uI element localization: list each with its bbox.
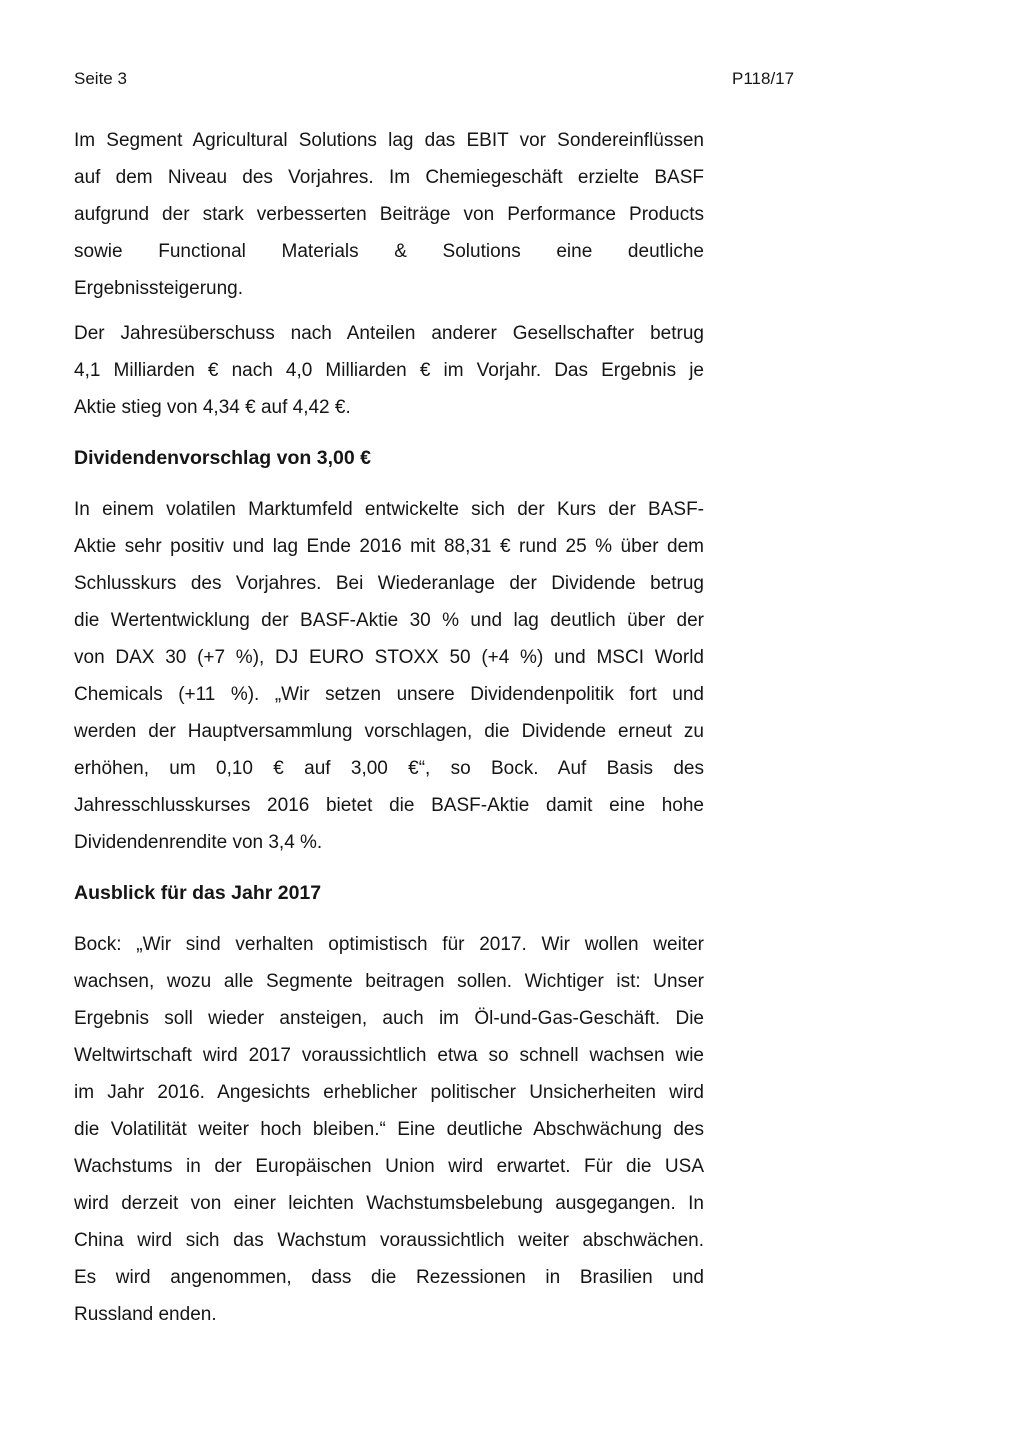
paragraph-segment-ebit xyxy=(74,122,704,307)
paragraph-ausblick xyxy=(74,926,704,1333)
text-line: werden der Hauptversammlung vorschlagen, die Dividende erneut zu xyxy=(74,721,704,742)
text-line: China wird sich das Wachstum voraussichtlich weiter abschwächen. xyxy=(74,1230,704,1251)
text-line: 4,1 Milliarden € nach 4,0 Milliarden € im Vorjahr. Das Ergebnis je xyxy=(74,360,704,381)
text-line: wachsen, wozu alle Segmente beitragen sollen. Wichtiger ist: Unser xyxy=(74,971,704,992)
text-line: von DAX 30 (+7 %), DJ EURO STOXX 50 (+4 %) und MSCI World xyxy=(74,647,704,668)
text-line: Wachstums in der Europäischen Union wird erwartet. Für die USA xyxy=(74,1156,704,1177)
text-line: im Jahr 2016. Angesichts erheblicher politischer Unsicherheiten wird xyxy=(74,1082,704,1103)
heading-dividendenvorschlag: Dividendenvorschlag von 3,00 € xyxy=(74,447,371,469)
text-line: Schlusskurs des Vorjahres. Bei Wiederanlage der Dividende betrug xyxy=(74,573,704,594)
text-line: Bock: „Wir sind verhalten optimistisch für 2017. Wir wollen weiter xyxy=(74,934,704,955)
paragraph-aktienkurs-dividende xyxy=(74,491,704,861)
text-line: die Wertentwicklung der BASF-Aktie 30 % und lag deutlich über der xyxy=(74,610,704,631)
text-line: Weltwirtschaft wird 2017 voraussichtlich etwa so schnell wachsen wie xyxy=(74,1045,704,1066)
page-number-label: Seite 3 xyxy=(74,69,127,88)
text-line: Chemicals (+11 %). „Wir setzen unsere Dividendenpolitik fort und xyxy=(74,684,704,705)
text-line: Jahresschlusskurses 2016 bietet die BASF-Aktie damit eine hohe xyxy=(74,795,704,816)
document-reference-number: P118/17 xyxy=(732,69,795,88)
text-line: die Volatilität weiter hoch bleiben.“ Eine deutliche Abschwächung des xyxy=(74,1119,704,1140)
text-line: Im Segment Agricultural Solutions lag das EBIT vor Sondereinflüssen xyxy=(74,130,704,151)
text-line: aufgrund der stark verbesserten Beiträge von Performance Products xyxy=(74,204,704,225)
text-line: Es wird angenommen, dass die Rezessionen in Brasilien und xyxy=(74,1267,704,1288)
text-line: Ergebnis soll wieder ansteigen, auch im Öl-und-Gas-Geschäft. Die xyxy=(74,1008,704,1029)
text-line: Russland enden. xyxy=(74,1304,217,1325)
text-line: Dividendenrendite von 3,4 %. xyxy=(74,832,323,853)
text-line: In einem volatilen Marktumfeld entwickelte sich der Kurs der BASF- xyxy=(74,499,704,520)
text-line: Ergebnissteigerung. xyxy=(74,278,243,299)
text-line: erhöhen, um 0,10 € auf 3,00 €“, so Bock. Auf Basis des xyxy=(74,758,704,779)
text-line: auf dem Niveau des Vorjahres. Im Chemiegeschäft erzielte BASF xyxy=(74,167,704,188)
text-line: Aktie stieg von 4,34 € auf 4,42 €. xyxy=(74,397,351,418)
text-line: Aktie sehr positiv und lag Ende 2016 mit 88,31 € rund 25 % über dem xyxy=(74,536,704,557)
heading-ausblick-2017: Ausblick für das Jahr 2017 xyxy=(74,882,322,904)
paragraph-jahresueberschuss xyxy=(74,315,704,426)
text-line: sowie Functional Materials & Solutions eine deutliche xyxy=(74,241,704,262)
text-line: Der Jahresüberschuss nach Anteilen anderer Gesellschafter betrug xyxy=(74,323,704,344)
document-body xyxy=(74,122,704,1341)
text-line: wird derzeit von einer leichten Wachstumsbelebung ausgegangen. In xyxy=(74,1193,704,1214)
